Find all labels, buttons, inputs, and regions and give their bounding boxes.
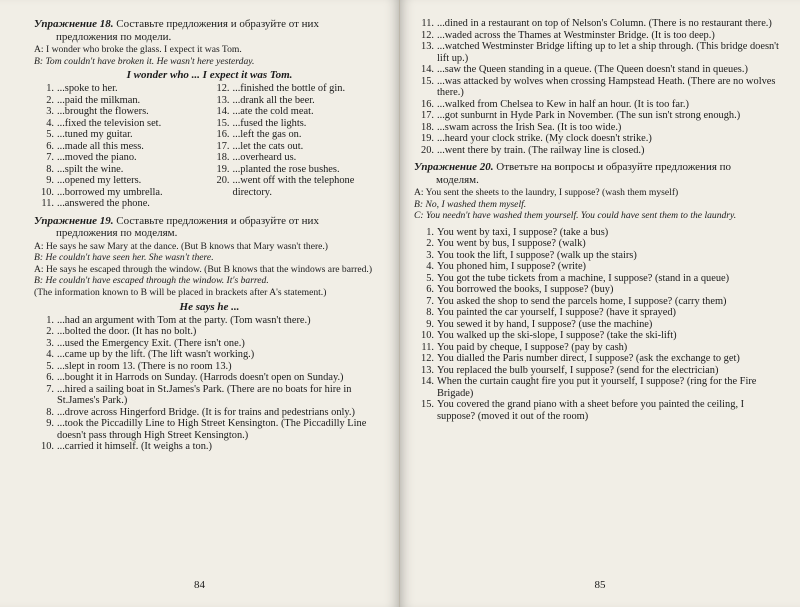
ex18-heading: I wonder who ... I expect it was Tom. [126,69,293,82]
item-number: 14. [421,64,434,75]
item-text: You phoned him, I suppose? (write) [437,261,587,273]
exercise-18-instruction-cont: предложения по модели. [56,30,172,43]
item-number: 8. [426,307,434,319]
ex19-example-b1: B: He couldn't have seen her. She wasn't there. [34,252,214,264]
ex20-example-a: A: You sent the sheets to the laundry, I suppose? (wash them myself) [414,187,679,198]
item-text: ...carried it himself. (It weighs a ton.) [57,441,212,453]
item-text: You covered the grand piano with a sheet before you painted the ceiling, I suppose? (moved it out of the room) [437,399,745,422]
item-text: ...spilt the wine. [57,163,124,175]
item-text: ...ate the cold meat. [232,106,314,118]
item-number: 5. [46,129,54,141]
list-item [34,418,385,441]
item-text: ...was attacked by wolves when crossing Hampstead Heath. (There are no wolves there.) [437,75,776,98]
list-item [34,175,210,187]
item-text: ...paid the milkman. [57,94,141,106]
ex18-list [34,83,385,210]
item-text: ...moved the piano. [57,152,137,164]
list-item [414,261,782,273]
item-number: 18. [216,152,230,164]
list-item [414,330,782,342]
exercise-19-header [34,215,385,240]
item-number: 14. [216,106,230,118]
item-text: You dialled the Paris number direct, I suppose? (ask the exchange to get) [437,353,740,365]
item-text: You took the lift, I suppose? (walk up the stairs) [437,249,637,261]
item-number: 5. [46,360,54,372]
exercise-20-instruction-cont: моделям. [436,173,479,186]
item-number: 11. [41,198,54,210]
ex19-example-b2: B: He couldn't have escaped through the window. It's barred. [34,275,269,287]
item-number: 8. [46,163,54,175]
exercise-19-instruction-cont: предложения по моделям. [56,227,178,240]
list-item [210,175,386,198]
item-text: ...let the cats out. [232,140,304,152]
item-text: ...overheard us. [232,152,297,164]
item-number: 12. [421,353,434,365]
item-text: ...drove across Hingerford Bridge. (It is for trains and pedestrians only.) [57,406,355,418]
item-text: ...saw the Queen standing in a queue. (The Queen doesn't stand in queues.) [437,64,748,75]
exercise-20-title: Упражнение 20. [414,161,494,173]
list-item [414,41,782,64]
ex18-list-col2 [210,83,386,210]
list-item [414,145,782,157]
item-number: 19. [421,133,434,144]
list-item [34,198,210,210]
item-text: You asked the shop to send the parcels home, I suppose? (carry them) [437,295,727,307]
item-number: 10. [421,330,434,342]
item-text: ...swam across the Irish Sea. (It is too wide.) [437,121,622,133]
item-text: When the curtain caught fire you put it yourself, I suppose? (ring for the Fire Brigade) [437,376,757,399]
item-number: 7. [46,383,54,395]
list-item [210,141,386,153]
item-number: 6. [426,284,434,296]
item-text: ...hired a sailing boat in St.James's Park. (There are no boats for hire in St.James's Park.) [57,383,352,407]
item-number: 15. [421,75,434,87]
list-item [34,152,210,164]
list-item [414,250,782,262]
item-number: 16. [421,98,434,110]
right-page [400,0,800,607]
item-text: ...answered the phone. [57,198,150,210]
item-text: ...slept in room 13. (There is no room 13.) [57,360,232,372]
exercise-19-instruction: Составьте предложения и образуйте от них [116,214,319,227]
list-item [34,141,210,153]
list-item [414,64,782,76]
item-number: 1. [46,83,54,95]
list-item [34,338,385,350]
item-number: 12. [216,83,230,95]
ex20-example-c: C: You needn't have washed them yourself. You could have sent them to the laundry. [414,210,737,222]
exercise-20-header [414,161,782,186]
item-text: ...bought it in Harrods on Sunday. (Harrods doesn't open on Sunday.) [57,372,344,384]
ex18-example-a: A: I wonder who broke the glass. I expect it was Tom. [34,44,242,55]
item-number: 15. [216,117,230,129]
list-item [34,187,210,199]
list-item [34,118,210,130]
item-number: 6. [46,140,54,152]
item-text: ...opened my letters. [57,175,142,187]
item-text: ...planted the rose bushes. [232,163,340,175]
item-number: 12. [421,29,434,41]
list-item [34,106,210,118]
item-text: You sewed it by hand, I suppose? (use the machine) [437,318,653,330]
item-text: ...spoke to her. [57,83,118,95]
list-item [210,83,386,95]
item-number: 9. [46,418,54,430]
exercise-20-instruction: Ответьте на вопросы и образуйте предложения по [496,161,732,173]
item-text: ...walked from Chelsea to Kew in half an hour. (It is too far.) [437,98,689,110]
list-item [34,384,385,407]
list-item [414,133,782,145]
ex18-list-col1 [34,83,210,210]
item-number: 20. [216,175,230,187]
item-text: ...fixed the television set. [57,117,162,129]
ex19-heading: He says he ... [179,300,240,313]
item-number: 10. [41,186,54,198]
list-item [210,129,386,141]
item-number: 1. [46,314,54,326]
list-item [34,349,385,361]
ex20-list [414,227,782,423]
list-item [414,353,782,365]
list-item [414,296,782,308]
ex19-example-a2: A: He says he escaped through the window. (But B knows that the windows are barred.) [34,263,373,275]
list-item [414,18,782,30]
item-number: 9. [426,318,434,330]
list-item [414,76,782,99]
item-number: 4. [46,349,54,361]
item-number: 11. [421,18,434,29]
list-item [414,122,782,134]
item-text: You borrowed the books, I suppose? (buy) [437,284,614,296]
item-text: ...brought the flowers. [57,106,149,118]
item-number: 18. [421,121,434,133]
item-number: 16. [216,129,230,141]
ex19-note: (The information known to B will be placed in brackets after A's statement.) [34,287,327,299]
item-text: ...bolted the door. (It has no bolt.) [57,326,197,338]
page-number-left: 84 [194,579,205,591]
item-text: ...made all this mess. [57,140,144,152]
item-number: 4. [426,261,434,273]
list-item [34,129,210,141]
item-text: ...drank all the beer. [232,94,315,106]
item-number: 7. [426,295,434,307]
item-text: You went by taxi, I suppose? (take a bus) [437,226,609,238]
item-text: You paid by cheque, I suppose? (pay by cash) [437,341,628,353]
item-text: You replaced the bulb yourself, I suppose? (send for the electrician) [437,364,719,376]
item-number: 19. [216,163,230,175]
ex18-example-b: B: Tom couldn't have broken it. He wasn't here yesterday. [34,55,255,67]
item-text: You got the tube tickets from a machine, I suppose? (stand in a queue) [437,272,730,284]
list-item [34,361,385,373]
list-item [414,319,782,331]
list-item [34,83,210,95]
list-item [414,284,782,296]
list-item [210,106,386,118]
list-item [414,99,782,111]
item-number: 11. [421,341,434,353]
item-text: ...dined in a restaurant on top of Nelson's Column. (There is no restaurant there.) [437,18,772,29]
list-item [34,407,385,419]
list-item [414,307,782,319]
item-number: 20. [421,144,434,156]
list-item [34,164,210,176]
item-number: 2. [46,94,54,106]
list-item [414,342,782,354]
list-item [210,118,386,130]
list-item [210,95,386,107]
list-item [34,315,385,327]
item-text: ...went off with the telephone directory. [232,175,355,198]
item-text: ...waded across the Thames at Westminster Bridge. (It is too deep.) [437,29,715,41]
item-number: 3. [46,106,54,118]
item-number: 3. [426,249,434,261]
item-text: ...fused the lights. [232,117,307,129]
item-number: 2. [46,326,54,338]
item-text: ...borrowed my umbrella. [57,186,163,198]
list-item [414,110,782,122]
item-text: ...took the Piccadilly Line to High Street Kensington. (The Piccadilly Line doesn't pass through High Street Kensington.) [57,418,367,441]
list-item [414,399,782,422]
item-text: ...left the gas on. [232,129,302,141]
item-text: ...heard your clock strike. (My clock doesn't strike.) [437,133,652,144]
item-number: 17. [216,140,230,152]
item-text: ...tuned my guitar. [57,129,133,141]
list-item [414,227,782,239]
item-number: 8. [46,406,54,418]
list-item [414,30,782,42]
item-number: 6. [46,372,54,384]
item-text: You went by bus, I suppose? (walk) [437,238,586,250]
page-number-right: 85 [594,579,606,591]
list-item [210,164,386,176]
item-text: ...watched Westminster Bridge lifting up to let a ship through. (This bridge doesn't lift up.) [437,41,779,64]
ex19-example-a1: A: He says he saw Mary at the dance. (But B knows that Mary wasn't there.) [34,240,328,252]
list-item [414,273,782,285]
list-item [414,376,782,399]
item-text: You walked up the ski-slope, I suppose? (take the ski-lift) [437,330,677,342]
ex20-example-b: B: No, I washed them myself. [414,198,527,210]
item-number: 13. [216,94,230,106]
list-item [414,238,782,250]
item-number: 13. [421,41,434,52]
item-number: 13. [421,364,434,376]
item-text: You painted the car yourself, I suppose? (have it sprayed) [437,307,677,319]
list-item [34,326,385,338]
item-number: 10. [41,441,54,453]
item-text: ...had an argument with Tom at the party. (Tom wasn't there.) [57,314,311,326]
ex19-list [34,315,385,453]
list-item [34,441,385,453]
list-item [34,372,385,384]
item-number: 15. [421,399,434,411]
list-item [210,152,386,164]
exercise-18-header [34,18,385,43]
list-item [34,95,210,107]
item-number: 5. [426,272,434,284]
list-item [414,365,782,377]
item-number: 17. [421,110,434,121]
item-text: ...finished the bottle of gin. [232,83,346,95]
item-number: 7. [46,152,54,164]
item-number: 14. [421,376,434,388]
item-number: 4. [46,117,54,129]
item-number: 3. [46,337,54,349]
item-number: 1. [426,226,434,238]
item-text: ...used the Emergency Exit. (There isn't one.) [57,337,245,349]
item-number: 9. [46,175,54,187]
exercise-19-title: Упражнение 19. [34,214,114,227]
ex19-continued-list [414,18,782,156]
item-text: ...went there by train. (The railway line is closed.) [437,144,645,156]
item-text: ...got sunburnt in Hyde Park in November. (The sun isn't strong enough.) [437,110,741,121]
exercise-18-instruction: Составьте предложения и образуйте от них [116,18,319,30]
item-text: ...came up by the lift. (The lift wasn't working.) [57,349,255,361]
item-number: 2. [426,238,434,250]
exercise-18-title: Упражнение 18. [34,18,114,30]
